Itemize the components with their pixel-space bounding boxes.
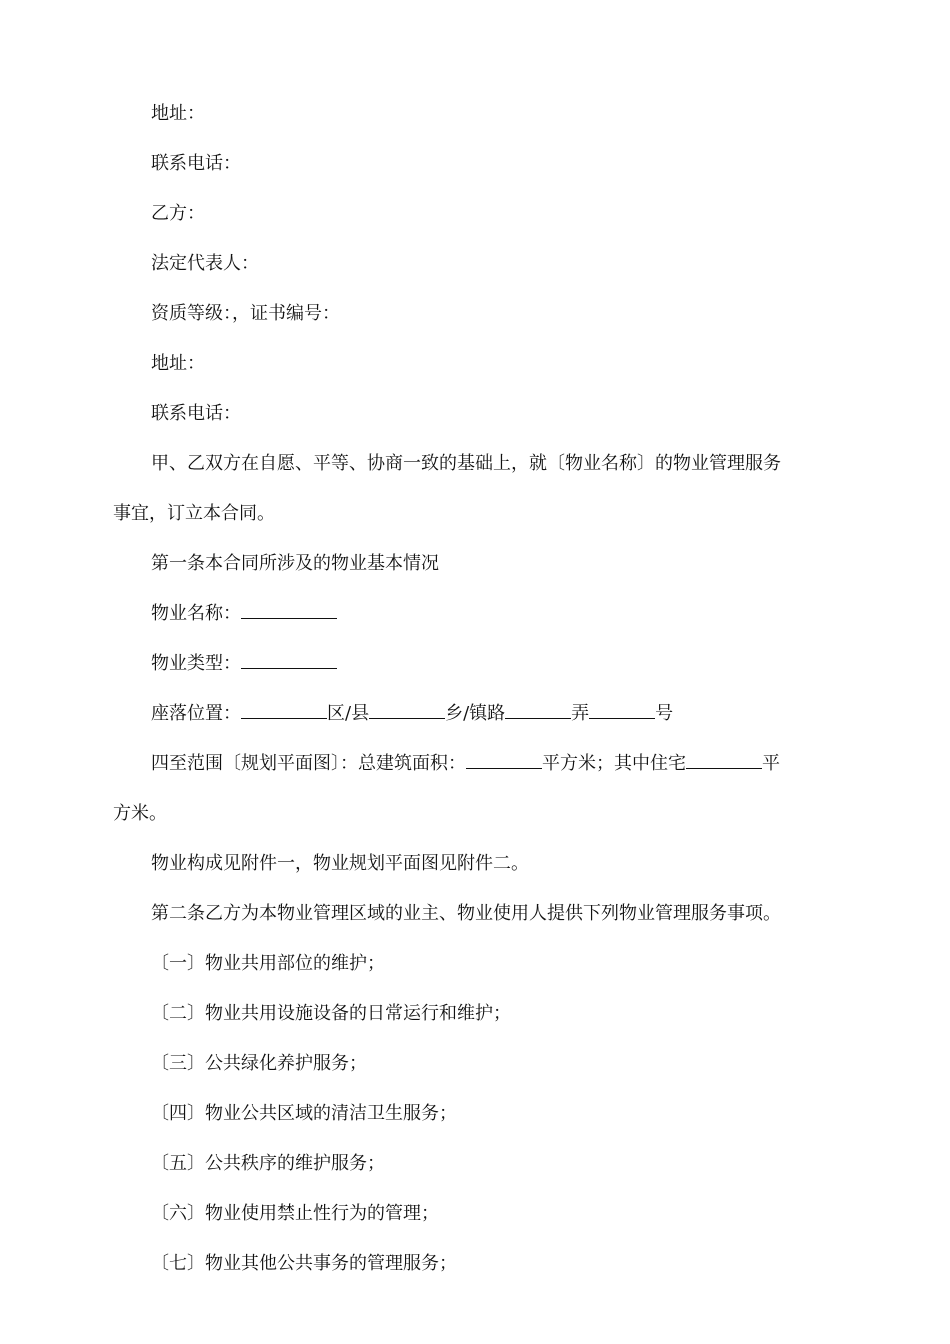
list-item: 〔七〕物业其他公共事务的管理服务； [151, 1253, 457, 1274]
total-area-blank [466, 752, 542, 769]
property-name-blank [241, 602, 337, 619]
property-type-row [151, 652, 337, 676]
location-label: 座落位置： [151, 703, 241, 724]
district-blank [241, 702, 327, 719]
scope-text-3: 平 [762, 753, 780, 774]
preamble-line-2: 事宜，订立本合同。 [113, 503, 275, 524]
legal-representative: 法定代表人： [151, 253, 259, 274]
list-item: 〔六〕物业使用禁止性行为的管理； [151, 1203, 439, 1224]
party-a-phone: 联系电话： [151, 153, 241, 174]
list-item: 〔五〕公共秩序的维护服务； [151, 1153, 385, 1174]
lane-blank [505, 702, 571, 719]
article-2-heading: 第二条乙方为本物业管理区域的业主、物业使用人提供下列物业管理服务事项。 [151, 903, 781, 924]
list-item: 〔一〕物业共用部位的维护； [151, 953, 385, 974]
district-label: 区/县 [327, 703, 370, 724]
list-item: 〔三〕公共绿化养护服务； [151, 1053, 367, 1074]
party-a-address: 地址： [151, 103, 205, 124]
scope-row [151, 752, 780, 776]
town-blank [369, 702, 445, 719]
qualification-certificate: 资质等级：，证书编号： [151, 303, 340, 324]
number-blank [589, 702, 655, 719]
property-type-blank [241, 652, 337, 669]
list-item: 〔二〕物业共用设施设备的日常运行和维护； [151, 1003, 511, 1024]
party-b-label: 乙方： [151, 203, 205, 224]
location-row [151, 702, 673, 726]
article-1-heading: 第一条本合同所涉及的物业基本情况 [151, 553, 439, 574]
preamble-line-1: 甲、乙双方在自愿、平等、协商一致的基础上，就〔物业名称〕的物业管理服务 [151, 453, 781, 474]
property-type-label: 物业类型： [151, 653, 241, 674]
party-b-address: 地址： [151, 353, 205, 374]
lane-label: 弄 [571, 703, 590, 724]
property-name-row [151, 602, 337, 626]
number-label: 号 [655, 703, 674, 724]
party-b-phone: 联系电话： [151, 403, 241, 424]
list-item: 〔四〕物业公共区域的清洁卫生服务； [151, 1103, 457, 1124]
scope-text-1: 四至范围〔规划平面图〕：总建筑面积： [151, 753, 466, 774]
residential-area-blank [686, 752, 762, 769]
town-label: 乡/镇路 [445, 703, 506, 724]
property-name-label: 物业名称： [151, 603, 241, 624]
scope-continuation: 方米。 [113, 803, 167, 824]
property-composition: 物业构成见附件一，物业规划平面图见附件二。 [151, 853, 529, 874]
scope-text-2: 平方米；其中住宅 [542, 753, 686, 774]
